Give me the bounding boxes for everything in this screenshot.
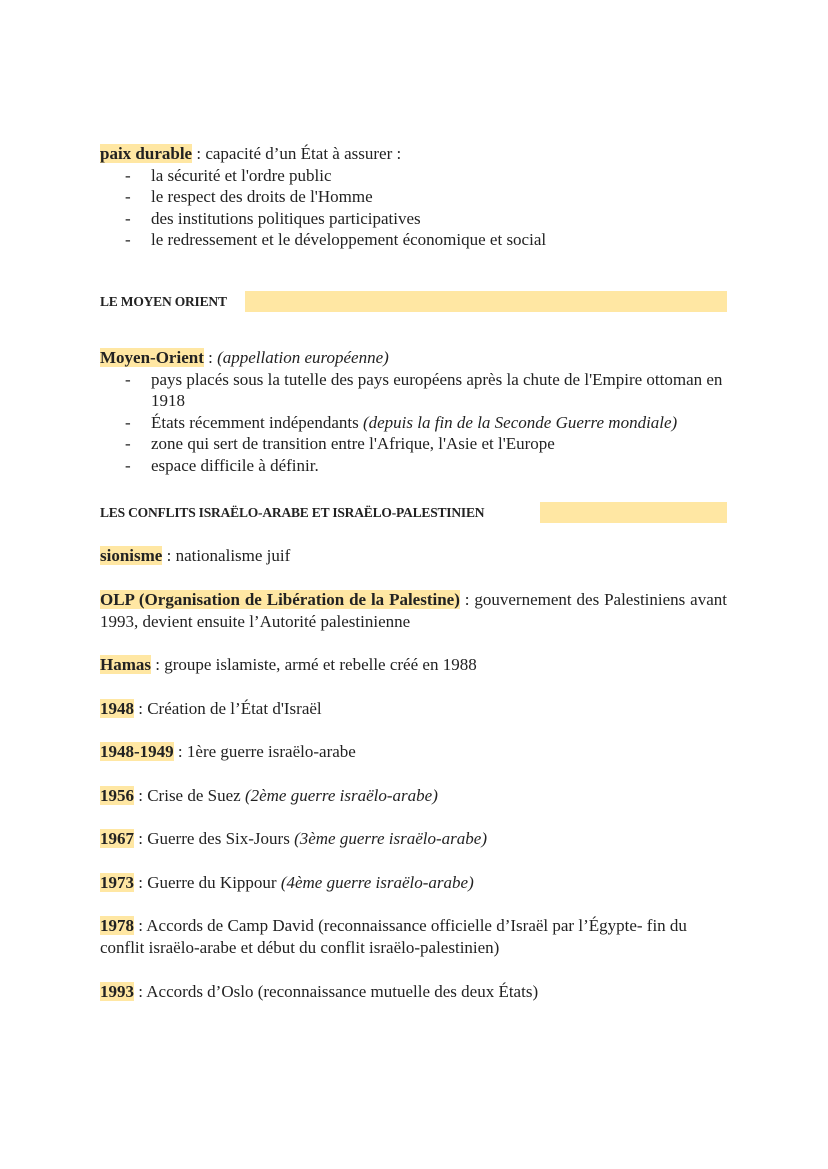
term-highlight: Hamas xyxy=(100,655,151,674)
date-entry xyxy=(100,981,727,1003)
definition-paix-durable xyxy=(100,143,727,251)
definition-olp xyxy=(100,589,727,632)
definition-text: : capacité d’un État à assurer : xyxy=(192,144,402,163)
year-highlight: 1978 xyxy=(100,916,134,935)
date-text: : Accords d’Oslo (reconnaissance mutuelle des deux États) xyxy=(134,982,539,1001)
year-highlight: 1956 xyxy=(100,786,134,805)
list-item-text: zone qui sert de transition entre l'Afrique, l'Asie et l'Europe xyxy=(151,434,555,453)
date-entry xyxy=(100,828,727,850)
date-text: : Guerre du Kippour xyxy=(134,873,281,892)
bullet-list xyxy=(100,369,727,477)
date-text: : Création de l’État d'Israël xyxy=(134,699,322,718)
term-highlight: Moyen-Orient xyxy=(100,348,204,367)
definition-sionisme xyxy=(100,545,727,567)
separator: : xyxy=(203,348,218,367)
note-italic: (4ème guerre israëlo-arabe) xyxy=(280,873,474,892)
section-heading-moyen-orient xyxy=(100,291,727,312)
year-highlight: 1993 xyxy=(100,982,134,1001)
bullet-list xyxy=(100,165,727,251)
date-text: : Guerre des Six-Jours xyxy=(134,829,295,848)
year-highlight: 1967 xyxy=(100,829,134,848)
list-item-text: pays placés sous la tutelle des pays européens après la chute de l'Empire ottoman en 1918 xyxy=(151,369,723,410)
note-italic: (3ème guerre israëlo-arabe) xyxy=(294,829,487,848)
date-entry xyxy=(100,915,727,958)
list-item-text: États récemment indépendants xyxy=(151,412,363,432)
date-text: : Accords de Camp David (reconnaissance officielle d’Israël par l’Égypte- fin du conflit israëlo-arabe et début du conflit israëlo-palestinien) xyxy=(100,916,687,957)
date-entry xyxy=(100,741,727,763)
date-entry xyxy=(100,698,727,720)
year-highlight: 1948 xyxy=(100,699,134,718)
date-entry xyxy=(100,785,727,807)
definition-text: : groupe islamiste, armé et rebelle créé en 1988 xyxy=(151,655,477,674)
section-heading-conflits xyxy=(100,502,727,523)
list-item: - des institutions politiques participatives xyxy=(100,208,727,230)
heading-text: LES CONFLITS ISRAËLO-ARABE ET ISRAËLO-PALESTINIEN xyxy=(100,505,485,520)
list-item xyxy=(100,412,727,434)
list-item xyxy=(100,433,727,455)
highlight-bar xyxy=(245,291,727,312)
heading-text: LE MOYEN ORIENT xyxy=(100,294,227,309)
list-item-text: espace difficile à définir. xyxy=(151,455,319,475)
date-text: : 1ère guerre israëlo-arabe xyxy=(173,742,356,761)
highlight-bar xyxy=(540,502,727,523)
list-item xyxy=(100,455,727,477)
year-highlight: 1948-1949 xyxy=(100,742,174,761)
note-italic: (2ème guerre israëlo-arabe) xyxy=(244,786,438,805)
term-highlight: paix durable xyxy=(100,144,193,163)
term-highlight: OLP (Organisation de Libération de la Palestine) xyxy=(100,590,460,609)
list-item: - le respect des droits de l'Homme xyxy=(100,186,727,208)
note-italic: (depuis la fin de la Seconde Guerre mondiale) xyxy=(362,412,678,432)
list-item xyxy=(100,369,727,412)
definition-text: : gouvernement des Palestiniens avant 1993, devient ensuite l’Autorité palestinienne xyxy=(100,590,727,631)
definition-hamas xyxy=(100,654,727,676)
note-italic: (appellation européenne) xyxy=(217,348,389,367)
definition-moyen-orient xyxy=(100,347,727,476)
definition-text: : nationalisme juif xyxy=(162,546,291,565)
date-entry xyxy=(100,872,727,894)
list-item: - la sécurité et l'ordre public xyxy=(100,165,727,187)
year-highlight: 1973 xyxy=(100,873,134,892)
date-text: : Crise de Suez xyxy=(134,786,245,805)
term-highlight: sionisme xyxy=(100,546,163,565)
list-item: - le redressement et le développement économique et social xyxy=(100,229,727,251)
